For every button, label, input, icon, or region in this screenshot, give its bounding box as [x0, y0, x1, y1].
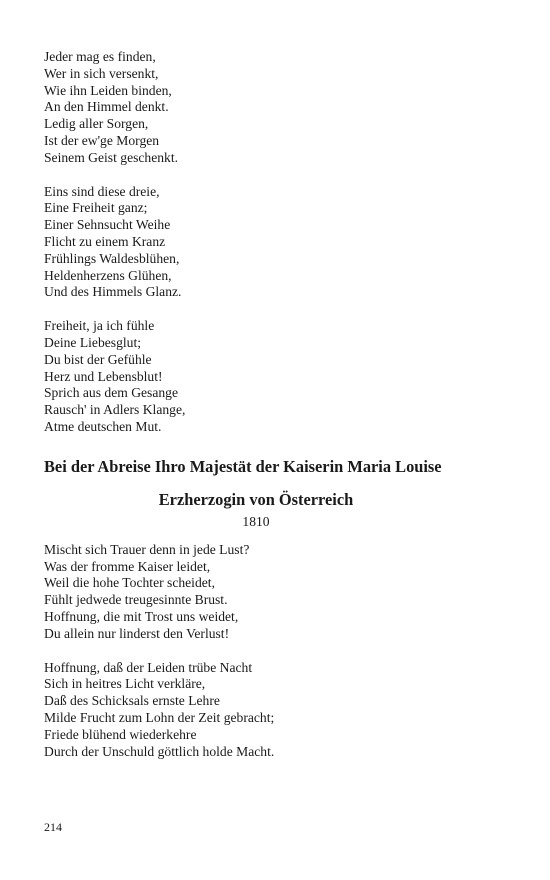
- verse-line: Eine Freiheit ganz;: [44, 200, 148, 216]
- verse-line: Ist der ew'ge Morgen: [44, 132, 160, 148]
- verse-line: Freiheit, ja ich fühle: [44, 318, 155, 334]
- verse-line: Du bist der Gefühle: [44, 351, 152, 367]
- poem-subtitle: Erzherzogin von Österreich: [158, 489, 354, 509]
- verse-line: Eins sind diese dreie,: [44, 183, 160, 199]
- verse-line: Wer in sich versenkt,: [44, 65, 159, 81]
- poem-stanza-2: [44, 660, 514, 761]
- stanza-top-2: [44, 184, 514, 302]
- verse-line: Rausch' in Adlers Klange,: [44, 402, 186, 418]
- verse-line: Friede blühend wiederkehre: [44, 726, 197, 742]
- verse-line: Hoffnung, daß der Leiden trübe Nacht: [44, 659, 253, 675]
- poem-stanza-1: [44, 542, 514, 643]
- verse-line: Mischt sich Trauer denn in jede Lust?: [44, 541, 250, 557]
- stanza-gap: [44, 167, 514, 184]
- verse-line: Ledig aller Sorgen,: [44, 116, 149, 132]
- verse-line: Du allein nur linderst den Verlust!: [44, 625, 230, 641]
- poem-year: 1810: [242, 513, 270, 529]
- verse-line: Was der fromme Kaiser leidet,: [44, 558, 211, 574]
- verse-line: Flicht zu einem Kranz: [44, 233, 166, 249]
- stanza-top-1: [44, 49, 514, 167]
- verse-line: Durch der Unschuld göttlich holde Macht.: [44, 743, 275, 759]
- verse-line: Und des Himmels Glanz.: [44, 284, 182, 300]
- stanza-top-3: [44, 318, 514, 436]
- verse-line: Hoffnung, die mit Trost uns weidet,: [44, 608, 239, 624]
- verse-line: Seinem Geist geschenkt.: [44, 149, 179, 165]
- verse-line: Herz und Lebensblut!: [44, 368, 163, 384]
- page-content: [44, 49, 514, 760]
- verse-line: Jeder mag es finden,: [44, 49, 156, 64]
- stanza-gap: [44, 643, 514, 660]
- verse-line: An den Himmel denkt.: [44, 99, 169, 115]
- verse-line: Einer Sehnsucht Weihe: [44, 217, 171, 233]
- title-gap: [44, 530, 514, 542]
- verse-line: Heldenherzens Glühen,: [44, 267, 172, 283]
- verse-line: Wie ihn Leiden binden,: [44, 82, 172, 98]
- verse-line: Sprich aus dem Gesange: [44, 385, 179, 401]
- verse-line: Atme deutschen Mut.: [44, 418, 162, 434]
- page-number: 214: [44, 820, 62, 834]
- verse-line: Deine Liebesglut;: [44, 334, 142, 350]
- verse-line: Milde Frucht zum Lohn der Zeit gebracht;: [44, 709, 275, 725]
- verse-line: Sich in heitres Licht verkläre,: [44, 676, 206, 692]
- verse-line: Weil die hohe Tochter scheidet,: [44, 575, 215, 591]
- poem-title: Bei der Abreise Ihro Majestät der Kaiserin Maria Louise: [44, 456, 442, 476]
- verse-line: Frühlings Waldesblühen,: [44, 250, 180, 266]
- stanza-gap: [44, 301, 514, 318]
- verse-line: Daß des Schicksals ernste Lehre: [44, 693, 220, 709]
- verse-line: Fühlt jedwede treugesinnte Brust.: [44, 592, 228, 608]
